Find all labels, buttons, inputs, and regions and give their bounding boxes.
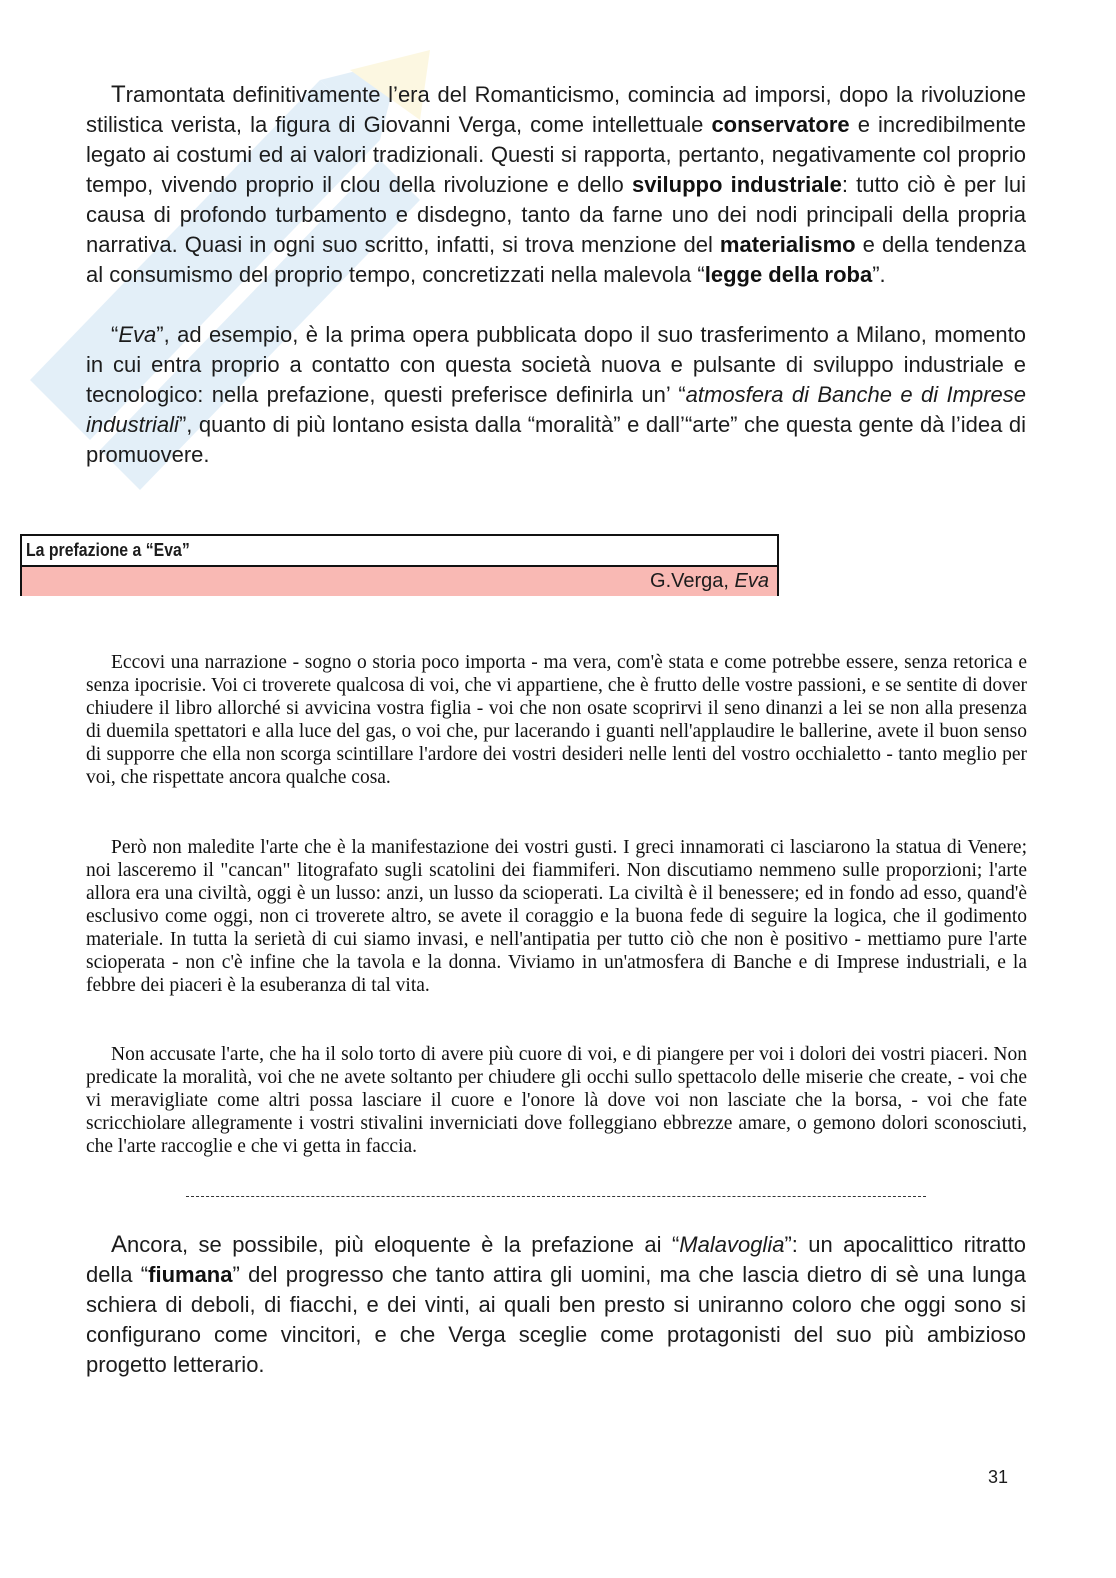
quote-paragraph-2: Però non maledite l'arte che è la manifestazione dei vostri gusti. I greci innamorati ci lasciarono la statua di Venere; noi lasceremo il "cancan" litografato sugli scatolini dei fiammiferi. Non discutiamo nemmeno sulle proporzioni; l'arte allora era una civiltà, oggi è un lusso: anzi, un lusso da scioperati. La civiltà è il benessere; ed in fondo ad esso, quand'è esclusivo come oggi, non ci troverete altro, se avete il coraggio e la buona fede di seguire la logica, che il godimento materiale. In tutta la serietà di cui siamo invasi, e nell'antipatia per tutto ciò che non è positivo - mettiamo pure l'arte scioperata - non c'è infine che la tavola e la donna. Viviamo in un'atmosfera di Banche e di Imprese industriali, e la febbre dei piaceri è la esuberanza di tal vita. — [86, 837, 1027, 996]
quote-source: G.Verga, Eva — [22, 567, 777, 596]
page-number: 31 — [987, 1467, 1008, 1487]
drop-letter: A — [111, 1231, 128, 1258]
quote-paragraph-3: Non accusate l'arte, che ha il solo torto di avere più cuore di voi, e di piangere per voi i dolori dei vostri piaceri. Non predicate la moralità, voi che ne avete soltanto per chiudere gli occhi sullo spettacolo delle miserie che create, - voi che vi meravigliate come altri possa lasciare il cuore e l'onore là dove voi non lasciate che la borsa, - voi che fate scricchiolare allegramente i vostri stivalini inverniciati dove folleggiano ebbrezze amare, o gemono dolori sconosciuti, che l'arte raccoglie e che vi getta in faccia. — [86, 1044, 1027, 1157]
intro-paragraph-1: Tramontata definitivamente l’era del Romanticismo, comincia ad imporsi, dopo la rivoluzione stilistica verista, la figura di Giovanni Verga, come intellettuale conservatore e incredibilmente legato ai costumi ed ai valori tradizionali. Questi si rapporta, pertanto, negativamente col proprio tempo, vivendo proprio il clou della rivoluzione e dello sviluppo industriale: tutto ciò è per lui causa di profondo turbamento e disdegno, tanto da farne uno dei nodi principali della propria narrativa. Quasi in ogni suo scritto, infatti, si trova menzione del materialismo e della tendenza al consumismo del proprio tempo, concretizzati nella malevola “legge della roba”. — [86, 81, 1026, 287]
quote-heading-box — [20, 534, 779, 596]
bold-term: fiumana — [148, 1262, 233, 1287]
italic-title: Eva — [118, 322, 157, 347]
bold-term: conservatore — [711, 112, 850, 137]
bold-term: materialismo — [719, 232, 856, 257]
dashed-divider — [186, 1196, 926, 1197]
italic-quote: atmosfera di Banche e di Imprese industriali — [86, 382, 1026, 437]
outro-paragraph: Ancora, se possibile, più eloquente è la prefazione ai “Malavoglia”: un apocalittico ritratto della “fiumana” del progresso che tanto attira gli uomini, ma che lascia dietro di sè una lunga schiera di deboli, di fiacchi, e dei vinti, ai quali ben presto si uniranno coloro che oggi sono si configurano come vincitori, e che Verga sceglie come protagonisti del suo più ambizioso progetto letterario. — [86, 1231, 1026, 1377]
drop-letter: T — [111, 81, 126, 108]
quote-paragraph-1: Eccovi una narrazione - sogno o storia poco importa - ma vera, com'è stata e come potrebbe essere, senza retorica e senza ipocrisie. Voi ci troverete qualcosa di voi, che vi appartiene, che è frutto delle vostre passioni, e se sentite di dover chiudere il libro allorché si avvicina vostra figlia - voi che non osate scoprirvi il seno dinanzi a lei se non alla presenza di duemila spettatori e alla luce del gas, o voi che, pur lacerando i guanti nell'applaudire le ballerine, avete il buon senso di supporre che ella non scorga scintillare l'ardore dei vostri desideri nelle lenti del vostro occhialetto - tanto meglio per voi, che rispettate ancora qualche cosa. — [86, 652, 1027, 788]
bold-term: legge della roba — [704, 262, 873, 287]
italic-title: Malavoglia — [679, 1232, 785, 1257]
intro-paragraph-2: “Eva”, ad esempio, è la prima opera pubblicata dopo il suo trasferimento a Milano, momento in cui entra proprio a contatto con questa società nuova e pulsante di sviluppo industriale e tecnologico: nella prefazione, questi preferisce definirla un’ “atmosfera di Banche e di Imprese industriali”, quanto di più lontano esista dalla “moralità” e dall’“arte” che questa gente dà l’idea di promuovere. — [86, 322, 1026, 467]
bold-term: sviluppo industriale — [631, 172, 842, 197]
quote-heading-title: La prefazione a “Eva” — [22, 536, 777, 567]
